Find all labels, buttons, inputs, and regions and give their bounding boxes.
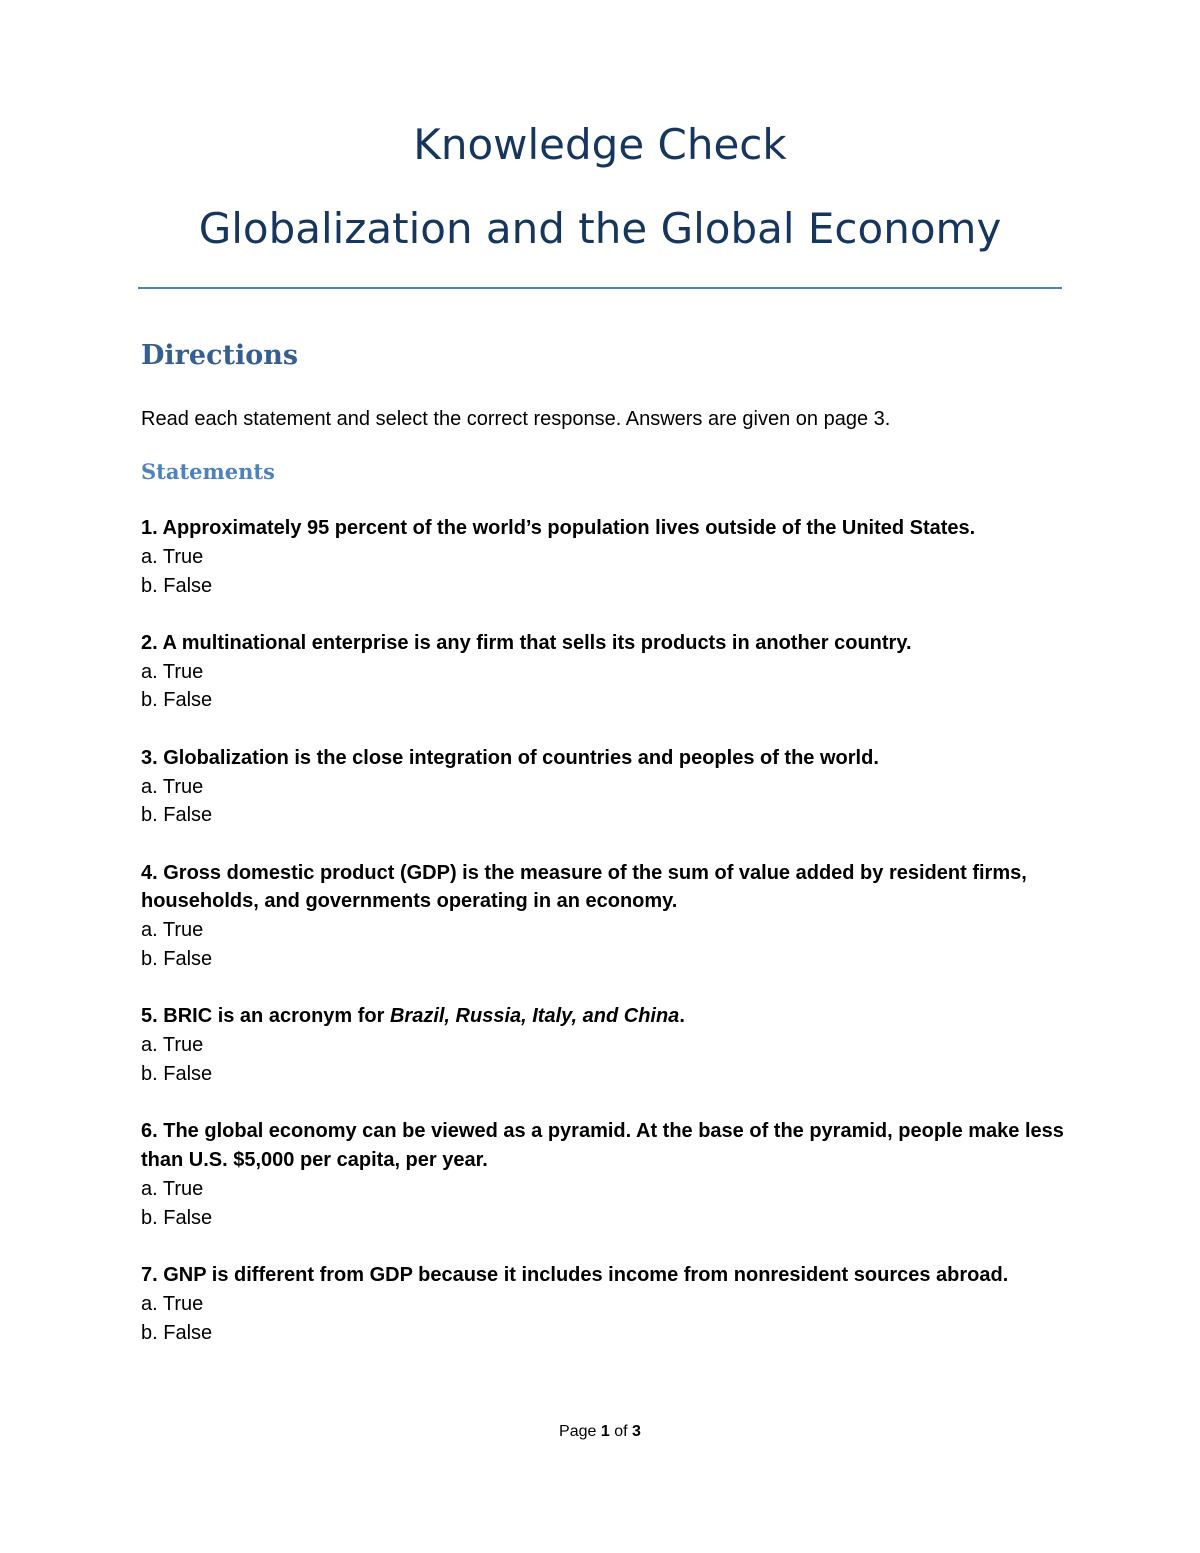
- question-text-italic: Brazil, Russia, Italy, and China: [389, 1005, 680, 1028]
- question-text: GNP is different from GDP because it includes income from nonresident sources abroad.: [163, 1263, 1009, 1286]
- question-text: Gross domestic product (GDP) is the measure of the sum of value added by resident firms, households, and governments operating in an economy.: [141, 861, 1027, 913]
- question-stem: [141, 1117, 1071, 1175]
- option-false[interactable]: b. False: [141, 1062, 213, 1085]
- question-6: [141, 1117, 1071, 1232]
- question-2: [141, 629, 1071, 715]
- document-title: Knowledge Check: [413, 120, 787, 169]
- question-text: BRIC is an acronym for: [163, 1005, 390, 1028]
- question-number: 2.: [141, 631, 158, 654]
- option-true[interactable]: a. True: [141, 1034, 204, 1057]
- directions-text: Read each statement and select the correct response. Answers are given on page 3.: [141, 408, 891, 430]
- footer-current-page: 1: [600, 1423, 610, 1440]
- question-number: 7.: [141, 1263, 158, 1286]
- question-stem: [141, 744, 1071, 773]
- question-number: 5.: [141, 1005, 158, 1028]
- question-text: Globalization is the close integration of countries and peoples of the world.: [163, 746, 879, 769]
- title-divider: [138, 287, 1062, 289]
- question-stem: [141, 859, 1071, 917]
- option-true[interactable]: a. True: [141, 1292, 204, 1315]
- question-number: 4.: [141, 861, 158, 884]
- footer-of-label: of: [614, 1423, 628, 1440]
- option-true[interactable]: a. True: [141, 545, 204, 568]
- question-text: A multinational enterprise is any firm that sells its products in another country.: [162, 631, 912, 654]
- option-false[interactable]: b. False: [141, 574, 213, 597]
- question-text: The global economy can be viewed as a pyramid. At the base of the pyramid, people make less than U.S. $5,000 per capita, per year.: [141, 1120, 1064, 1172]
- questions-list: [141, 514, 1071, 1376]
- question-7: [141, 1261, 1071, 1347]
- option-false[interactable]: b. False: [141, 1321, 213, 1344]
- question-number: 3.: [141, 746, 158, 769]
- option-true[interactable]: a. True: [141, 1177, 204, 1200]
- option-false[interactable]: b. False: [141, 1206, 213, 1229]
- footer-total-pages: 3: [632, 1423, 641, 1440]
- question-1: [141, 514, 1071, 600]
- question-5: [141, 1002, 1071, 1088]
- question-number: 6.: [141, 1120, 158, 1143]
- option-false[interactable]: b. False: [141, 948, 213, 971]
- option-true[interactable]: a. True: [141, 775, 204, 798]
- document-subtitle: Globalization and the Global Economy: [198, 204, 1002, 253]
- question-stem: [141, 1261, 1071, 1290]
- question-number: 1.: [141, 517, 158, 539]
- option-false[interactable]: b. False: [141, 804, 213, 827]
- footer-page-label: Page: [559, 1423, 597, 1440]
- directions-heading: Directions: [141, 340, 299, 371]
- option-true[interactable]: a. True: [141, 660, 204, 683]
- option-true[interactable]: a. True: [141, 919, 204, 942]
- question-stem: [141, 514, 1071, 543]
- question-3: [141, 744, 1071, 830]
- statements-heading: Statements: [141, 459, 275, 484]
- question-stem: [141, 629, 1071, 658]
- question-4: [141, 859, 1071, 974]
- question-stem: [141, 1002, 1071, 1031]
- question-text-end: .: [679, 1005, 685, 1028]
- page-footer: [0, 1420, 1200, 1444]
- option-false[interactable]: b. False: [141, 689, 213, 712]
- question-text: Approximately 95 percent of the world’s population lives outside of the United States.: [162, 517, 976, 539]
